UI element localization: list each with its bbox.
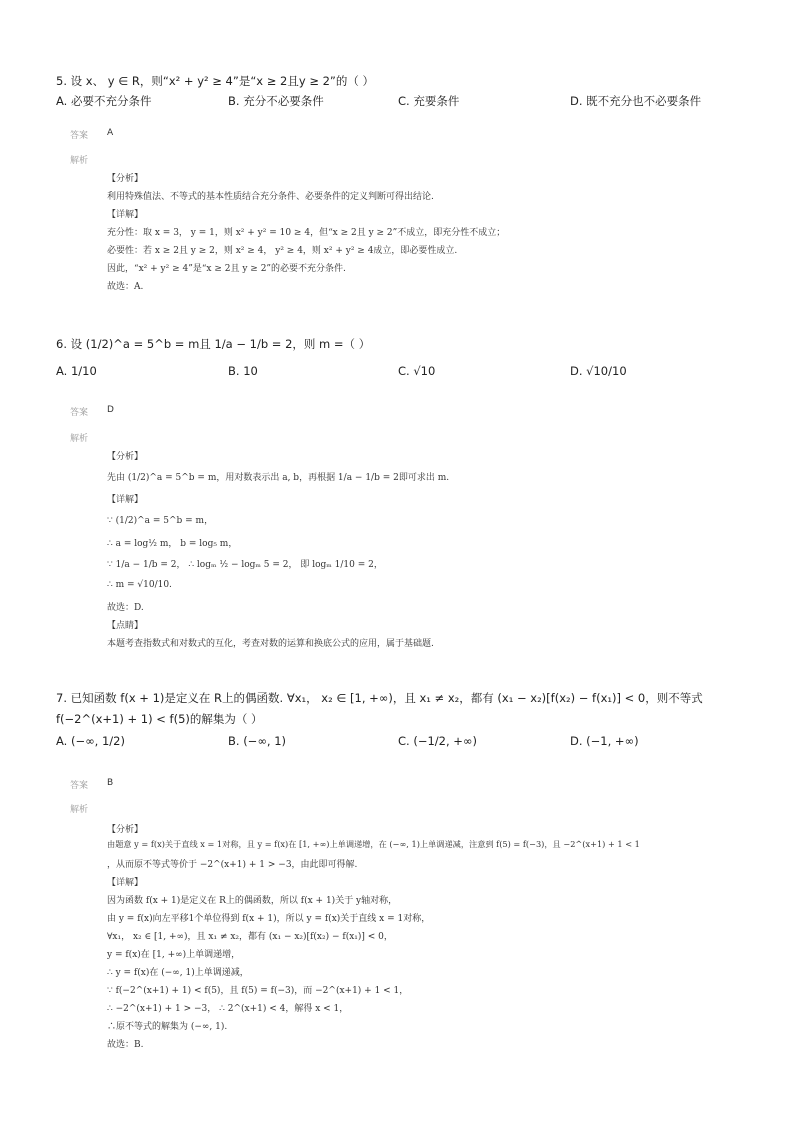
q7-stem-line2: f(−2^(x+1) + 1) < f(5)的解集为（ ） xyxy=(56,712,263,726)
q7-sol-7: y = f(x)在 [1, +∞)上单调递增， xyxy=(107,950,241,960)
q7-stem-line1: 7. 已知函数 f(x + 1)是定义在 R上的偶函数. ∀x₁， x₂ ∈ [1, +∞)，且 x₁ ≠ x₂，都有 (x₁ − x₂)[f(x₂) − f(x₁)] < 0，则不等式 xyxy=(56,691,703,705)
q6-sol-0: 【分析】 xyxy=(107,452,144,462)
q5-sol-5: 因此，“x² + y² ≥ 4”是“x ≥ 2且 y ≥ 2”的必要不充分条件. xyxy=(107,264,346,274)
q7-sol-2: ，从而原不等式等价于 −2^(x+1) + 1 > −3，由此即可得解. xyxy=(107,860,358,870)
q5-sol-0: 【分析】 xyxy=(107,174,144,184)
q7-option-c[interactable]: C. (−1/2, +∞) xyxy=(398,734,477,748)
q5-sol-2: 【详解】 xyxy=(107,210,144,220)
q5-answer-label: 答案 xyxy=(70,131,89,141)
q7-sol-11: ∴原不等式的解集为 (−∞, 1). xyxy=(107,1022,228,1032)
q6-sol-7: 故选：D. xyxy=(107,603,144,613)
q7-sol-1: 由题意 y = f(x)关于直线 x = 1对称，且 y = f(x)在 [1, +∞)上单调递增，在 (−∞, 1)上单调递减，注意到 f(5) = f(−3)，且 −2^(x+1) + 1 < 1 xyxy=(107,839,640,849)
q5-sol-6: 故选：A. xyxy=(107,282,144,292)
q7-sol-9: ∵ f(−2^(x+1) + 1) < f(5)，且 f(5) = f(−3)，而 −2^(x+1) + 1 < 1， xyxy=(107,986,409,996)
q6-stem: 6. 设 (1/2)^a = 5^b = m且 1/a − 1/b = 2，则 m =（ ） xyxy=(56,337,371,351)
q7-sol-4: 因为函数 f(x + 1)是定义在 R上的偶函数，所以 f(x + 1)关于 y轴对称， xyxy=(107,896,398,906)
q7-option-a[interactable]: A. (−∞, 1/2) xyxy=(56,734,125,748)
q7-sol-12: 故选：B. xyxy=(107,1040,144,1050)
q5-sol-1: 利用特殊值法、不等式的基本性质结合充分条件、必要条件的定义判断可得出结论. xyxy=(107,192,434,202)
q7-option-b[interactable]: B. (−∞, 1) xyxy=(228,734,287,748)
q6-option-c[interactable]: C. √10 xyxy=(398,364,436,378)
q7-answer: B xyxy=(107,778,114,788)
q6-option-a[interactable]: A. 1/10 xyxy=(56,364,97,378)
q6-answer-label: 答案 xyxy=(70,408,89,418)
q5-answer: A xyxy=(107,128,114,138)
q6-option-d[interactable]: D. √10/10 xyxy=(570,364,627,378)
q6-sol-6: ∴ m = √10/10. xyxy=(107,580,172,590)
q7-analysis-label: 解析 xyxy=(70,805,89,815)
q7-sol-10: ∴ −2^(x+1) + 1 > −3， ∴ 2^(x+1) < 4，解得 x < 1， xyxy=(107,1004,349,1014)
q6-sol-8: 【点睛】 xyxy=(107,621,144,631)
q5-option-b[interactable]: B. 充分不必要条件 xyxy=(228,94,324,108)
q7-sol-0: 【分析】 xyxy=(107,825,144,835)
q5-option-d[interactable]: D. 既不充分也不必要条件 xyxy=(570,94,702,108)
q6-sol-1: 先由 (1/2)^a = 5^b = m，用对数表示出 a, b，再根据 1/a − 1/b = 2即可求出 m. xyxy=(107,473,450,483)
q6-answer: D xyxy=(107,405,114,415)
q7-answer-label: 答案 xyxy=(70,781,89,791)
q5-stem: 5. 设 x、 y ∈ R，则“x² + y² ≥ 4”是“x ≥ 2且y ≥ 2”的（ ） xyxy=(56,74,375,88)
q7-sol-6: ∀x₁， x₂ ∈ [1, +∞)，且 x₁ ≠ x₂，都有 (x₁ − x₂)[f(x₂) − f(x₁)] < 0， xyxy=(107,932,393,942)
q7-option-d[interactable]: D. (−1, +∞) xyxy=(570,734,639,748)
q5-option-c[interactable]: C. 充要条件 xyxy=(398,94,460,108)
q5-sol-3: 充分性：取 x = 3， y = 1，则 x² + y² = 10 ≥ 4，但“x ≥ 2且 y ≥ 2”不成立，即充分性不成立； xyxy=(107,228,506,238)
q5-option-a[interactable]: A. 必要不充分条件 xyxy=(56,94,152,108)
q6-sol-5: ∵ 1/a − 1/b = 2， ∴ logₘ ½ − logₘ 5 = 2， 即 logₘ 1/10 = 2， xyxy=(107,560,383,570)
q6-sol-2: 【详解】 xyxy=(107,495,144,505)
q6-sol-3: ∵ (1/2)^a = 5^b = m， xyxy=(107,516,214,526)
q6-sol-4: ∴ a = log½ m， b = log₅ m， xyxy=(107,539,238,549)
q5-sol-4: 必要性：若 x ≥ 2且 y ≥ 2，则 x² ≥ 4， y² ≥ 4，则 x² + y² ≥ 4成立，即必要性成立. xyxy=(107,246,458,256)
q6-option-b[interactable]: B. 10 xyxy=(228,364,258,378)
q6-analysis-label: 解析 xyxy=(70,434,89,444)
q7-sol-3: 【详解】 xyxy=(107,878,144,888)
q7-sol-8: ∴ y = f(x)在 (−∞, 1)上单调递减， xyxy=(107,968,249,978)
q7-sol-5: 由 y = f(x)向左平移1个单位得到 f(x + 1)，所以 y = f(x)关于直线 x = 1对称， xyxy=(107,914,431,924)
q6-sol-9: 本题考查指数式和对数式的互化，考查对数的运算和换底公式的应用，属于基础题. xyxy=(107,639,434,649)
q5-analysis-label: 解析 xyxy=(70,156,89,166)
